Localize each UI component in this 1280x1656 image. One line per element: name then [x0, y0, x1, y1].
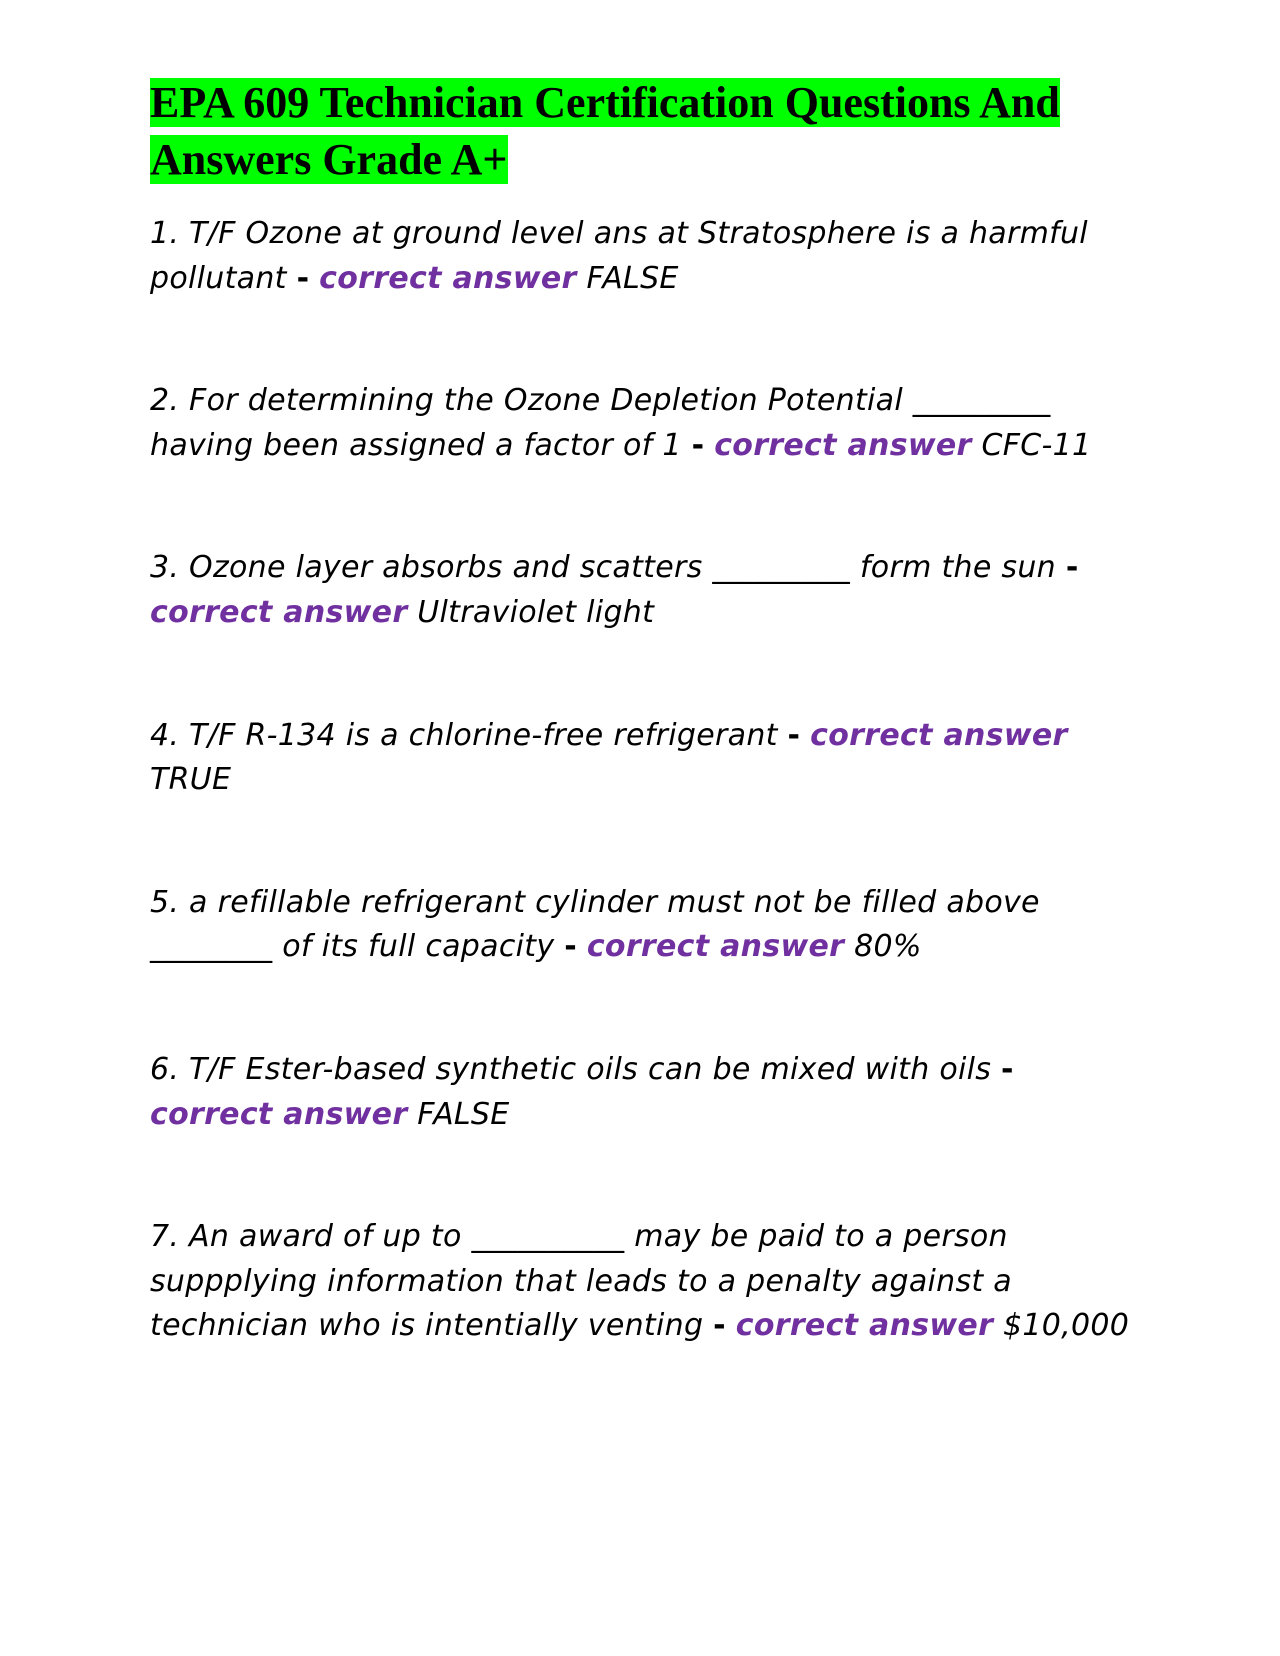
answer-text: FALSE [417, 1096, 510, 1132]
title-highlight: EPA 609 Technician Certification Questions And Answers Grade A+ [150, 78, 1060, 184]
answer-text: CFC-11 [981, 427, 1092, 463]
question-text: 3. Ozone layer absorbs and scatters _________ form the sun [150, 550, 1056, 586]
document-title [150, 74, 1135, 188]
correct-answer-label: correct answer [319, 260, 577, 296]
correct-answer-label: correct answer [810, 717, 1068, 753]
qa-item-7 [150, 1215, 1135, 1349]
separator: - [691, 427, 705, 463]
qa-item-2 [150, 379, 1135, 468]
qa-item-4 [150, 714, 1135, 803]
separator: - [1001, 1051, 1014, 1087]
correct-answer-label: correct answer [150, 594, 408, 630]
answer-text: Ultraviolet light [417, 594, 655, 630]
question-text: 5. a refillable refrigerant cylinder must not be filled above ________ of its full capacity [150, 884, 1040, 965]
answer-text: TRUE [150, 762, 232, 798]
qa-item-1 [150, 212, 1135, 301]
separator: - [296, 260, 310, 296]
correct-answer-label: correct answer [735, 1308, 994, 1344]
qa-item-6 [150, 1048, 1135, 1137]
correct-answer-label: correct answer [714, 427, 972, 463]
correct-answer-label: correct answer [150, 1096, 408, 1132]
qa-item-3 [150, 546, 1135, 635]
question-text: 2. For determining the Ozone Depletion Potential _________ having been assigned a factor of 1 [150, 383, 1051, 463]
separator: - [564, 929, 577, 965]
answer-text: FALSE [586, 260, 679, 296]
question-text: 1. T/F Ozone at ground level ans at Stratosphere is a harmful pollutant [150, 216, 1088, 296]
qa-item-5 [150, 881, 1135, 970]
separator: - [787, 717, 801, 753]
separator: - [1065, 550, 1079, 586]
separator: - [713, 1308, 726, 1344]
answer-text: $10,000 [1003, 1308, 1130, 1344]
document-page [150, 74, 1135, 1427]
answer-text: 80% [854, 929, 922, 965]
question-text: 6. T/F Ester-based synthetic oils can be mixed with oils [150, 1051, 992, 1087]
question-text: 7. An award of up to __________ may be paid to a person suppplying information that leads to a penalty against a technician who is intentially venting [150, 1219, 1012, 1344]
correct-answer-label: correct answer [586, 929, 845, 965]
question-text: 4. T/F R-134 is a chlorine-free refrigerant [150, 717, 778, 753]
